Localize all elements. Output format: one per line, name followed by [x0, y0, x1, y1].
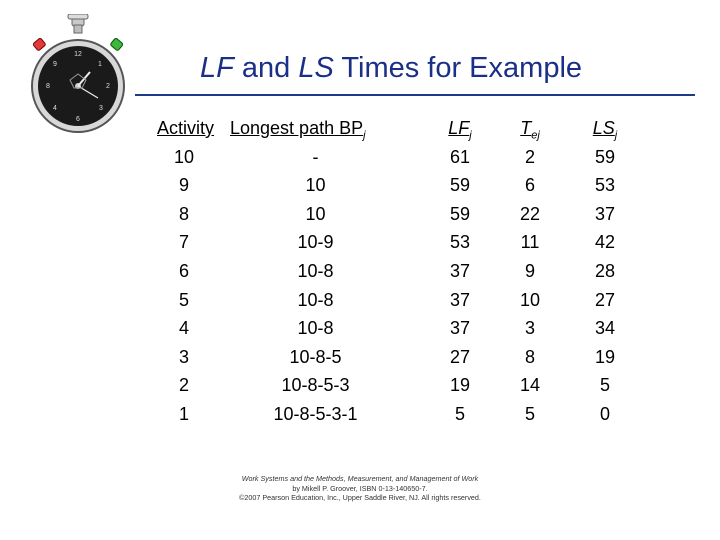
header-path	[230, 118, 405, 142]
footer-author: by Mikell P. Groover, ISBN 0-13-140650-7.	[292, 483, 428, 493]
svg-text:4: 4	[53, 105, 57, 112]
cell-path: -	[312, 146, 319, 167]
cell-ls: 34	[594, 318, 616, 339]
cell-lf: 37	[449, 318, 471, 339]
cell-te: 6	[524, 175, 535, 196]
cell-te: 11	[520, 232, 540, 253]
cell-te: 8	[524, 346, 535, 367]
cell-activity: 6	[178, 260, 189, 281]
cell-activity: 7	[178, 232, 189, 253]
cell-te: 10	[519, 289, 541, 310]
header-activity: Activity	[157, 118, 215, 138]
cell-ls: 42	[594, 232, 616, 253]
cell-lf: 37	[449, 289, 471, 310]
cell-path: 10-8	[297, 318, 334, 339]
cell-path: 10-8-5	[289, 346, 342, 367]
cell-lf: 53	[449, 232, 471, 253]
header-path-sub: j	[363, 129, 366, 142]
table-row	[0, 232, 720, 261]
table-row	[0, 204, 720, 233]
header-path-text: Longest path BP	[230, 118, 364, 138]
table-row	[0, 347, 720, 376]
title-and: and	[233, 52, 299, 84]
cell-lf: 59	[449, 203, 471, 224]
cell-path: 10	[305, 175, 326, 196]
header-lf-text: LF	[448, 118, 470, 138]
cell-lf: 59	[449, 175, 471, 196]
cell-path: 10-8-5-3-1	[273, 403, 358, 424]
svg-text:1: 1	[98, 61, 102, 68]
cell-ls: 37	[594, 203, 616, 224]
footer-credit	[200, 474, 520, 503]
cell-activity: 9	[178, 175, 189, 196]
cell-te: 14	[519, 375, 541, 396]
footer-book: Work Systems and the Methods, Measurement, and Management of Work	[241, 474, 479, 483]
title-rest: Times for Example	[333, 52, 583, 84]
table-row	[0, 175, 720, 204]
cell-path: 10	[305, 203, 326, 224]
cell-te: 3	[524, 318, 535, 339]
cell-te: 2	[524, 146, 535, 167]
cell-activity: 10	[173, 146, 195, 167]
cell-ls: 28	[594, 260, 616, 281]
header-ls	[575, 118, 635, 142]
cell-te: 22	[519, 203, 541, 224]
cell-lf: 61	[449, 146, 471, 167]
cell-te: 9	[524, 260, 535, 281]
cell-activity: 3	[178, 346, 189, 367]
cell-lf: 37	[449, 260, 471, 281]
header-lf-sub: j	[469, 129, 472, 142]
svg-text:2: 2	[106, 83, 110, 90]
header-te-text: T	[520, 118, 532, 138]
header-te	[500, 118, 560, 142]
cell-activity: 5	[178, 289, 189, 310]
table-row	[0, 375, 720, 404]
cell-activity: 1	[178, 403, 189, 424]
header-lf	[430, 118, 490, 142]
header-ls-sub: j	[614, 129, 618, 142]
table-row	[0, 318, 720, 347]
cell-lf: 19	[449, 375, 471, 396]
cell-path: 10-8	[297, 260, 334, 281]
cell-path: 10-9	[297, 232, 334, 253]
svg-text:12: 12	[74, 51, 82, 58]
cell-ls: 0	[599, 403, 610, 424]
cell-ls: 53	[594, 175, 616, 196]
page-title	[200, 52, 582, 85]
cell-te: 5	[524, 403, 535, 424]
svg-text:6: 6	[76, 116, 80, 123]
cell-activity: 8	[178, 203, 189, 224]
header-ls-text: LS	[592, 118, 615, 138]
table-row	[0, 290, 720, 319]
cell-ls: 5	[599, 375, 610, 396]
cell-lf: 27	[449, 346, 471, 367]
table-row	[0, 261, 720, 290]
cell-activity: 4	[178, 318, 189, 339]
header-te-sub: ej	[531, 129, 540, 142]
title-ls: LS	[298, 52, 334, 84]
title-lf: LF	[200, 52, 234, 84]
cell-lf: 5	[454, 403, 465, 424]
cell-ls: 27	[594, 289, 616, 310]
title-divider	[135, 94, 695, 96]
cell-ls: 59	[594, 146, 616, 167]
table-row	[0, 404, 720, 433]
table-row	[0, 147, 720, 176]
table-header-row	[0, 118, 720, 147]
cell-path: 10-8	[297, 289, 334, 310]
svg-text:8: 8	[46, 83, 50, 90]
cell-ls: 19	[594, 346, 616, 367]
svg-text:9: 9	[53, 61, 57, 68]
footer-copyright: ©2007 Pearson Education, Inc., Upper Saddle River, NJ. All rights reserved.	[239, 493, 481, 503]
table-body	[0, 147, 720, 433]
cell-path: 10-8-5-3	[281, 375, 350, 396]
times-table	[0, 118, 720, 433]
cell-activity: 2	[178, 375, 189, 396]
svg-text:3: 3	[99, 105, 103, 112]
